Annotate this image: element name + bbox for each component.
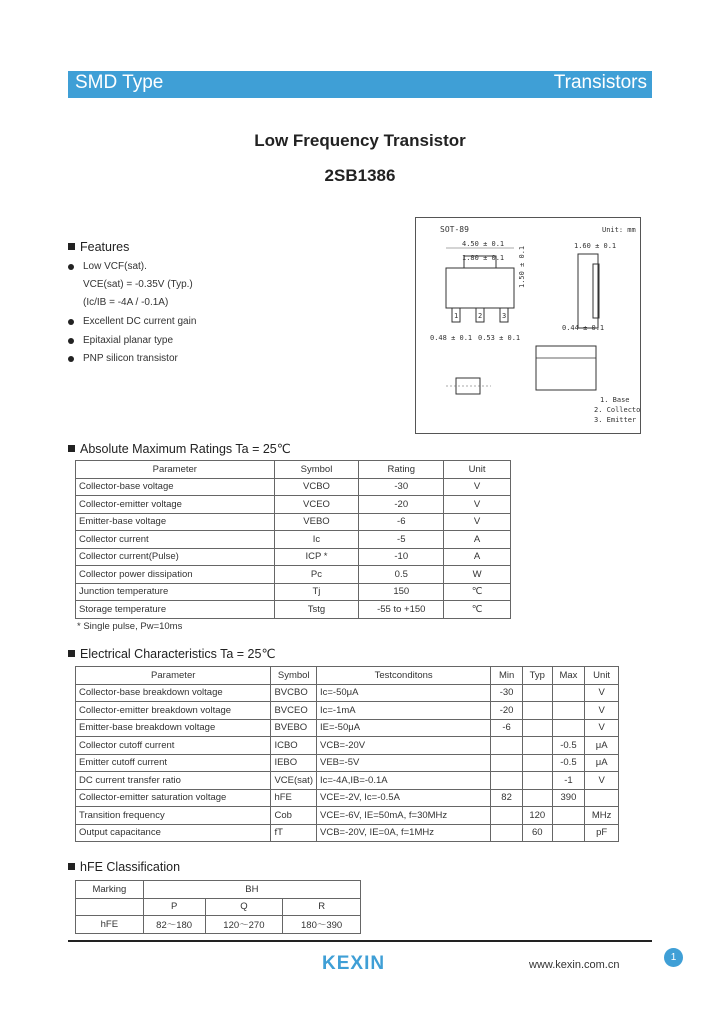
cell: Tj [274,583,359,601]
cell-empty [76,898,144,916]
table-row [76,824,619,842]
cell [491,772,523,790]
page-title: Low Frequency Transistor [254,131,466,150]
table-row [76,478,511,496]
cell: μA [585,737,619,755]
cell: Output capacitance [76,824,271,842]
cell [491,807,523,825]
table-row [76,684,619,702]
cell: 150 [359,583,444,601]
cell: -0.5 [552,754,585,772]
table-row [76,719,619,737]
cell: Transition frequency [76,807,271,825]
cell: Cob [271,807,317,825]
table-row [76,531,511,549]
package-unit: Unit: mm [602,226,636,234]
table-header-row [76,461,511,479]
cell [522,702,552,720]
cell: DC current transfer ratio [76,772,271,790]
pin-label: 3 [502,312,507,320]
table-header: Parameter [76,461,275,479]
bullet-icon [68,338,74,344]
cell: V [444,496,511,514]
pin-label: 1 [454,312,459,320]
cell: V [585,772,619,790]
table-header: Symbol [274,461,359,479]
package-side-view [578,254,598,328]
header-banner [68,71,652,98]
cell: BVEBO [271,719,317,737]
cell: ℃ [444,601,511,619]
cell: VCE=-2V, Ic=-0.5A [317,789,491,807]
cell [522,719,552,737]
cell: -5 [359,531,444,549]
feature-text: Excellent DC current gain [83,316,197,327]
package-drawing [415,217,641,434]
footer-rule [68,940,652,942]
cell: 390 [552,789,585,807]
cell: Collector-base voltage [76,478,275,496]
hfe-heading-text: hFE Classification [80,860,181,874]
brand-logo: KEXIN [322,953,386,974]
cell: BH [143,881,360,899]
cell: -10 [359,548,444,566]
cell: hFE [271,789,317,807]
bullet-icon [68,319,74,325]
section-square-icon [68,863,75,870]
pin-legend: 2. Collector [594,406,640,414]
table-row [76,566,511,584]
cell: μA [585,754,619,772]
cell: Pc [274,566,359,584]
cell: ℃ [444,583,511,601]
cell [491,737,523,755]
table-row [76,754,619,772]
table-header-row [76,667,619,685]
table-header: Max [552,667,585,685]
cell: -1 [552,772,585,790]
cell: Q [205,898,283,916]
cell: -6 [491,719,523,737]
dim-label: 0.48 ± 0.1 [430,334,473,342]
table-row [76,583,511,601]
package-name: SOT-89 [440,225,469,234]
section-square-icon [68,445,75,452]
cell: Marking [76,881,144,899]
cell: hFE [76,916,144,934]
cell: W [444,566,511,584]
cell: -55 to +150 [359,601,444,619]
table-row [76,898,361,916]
cell: VCE=-6V, IE=50mA, f=30MHz [317,807,491,825]
cell [522,737,552,755]
pin-legend: 3. Emitter [594,416,637,424]
section-square-icon [68,650,75,657]
table-row [76,737,619,755]
feature-text: Low VCF(sat). [83,261,147,272]
features-heading-text: Features [80,240,130,254]
cell: -30 [491,684,523,702]
cell: Collector current [76,531,275,549]
cell [552,684,585,702]
cell: Ic [274,531,359,549]
package-body [446,268,514,308]
table-header: Unit [444,461,511,479]
cell: R [283,898,361,916]
cell: Storage temperature [76,601,275,619]
ec-heading [68,646,275,661]
table-header: Symbol [271,667,317,685]
cell [552,719,585,737]
cell: A [444,548,511,566]
table-header: Unit [585,667,619,685]
cell: VCB=-20V, IE=0A, f=1MHz [317,824,491,842]
cell [522,789,552,807]
cell: 82 [491,789,523,807]
feature-text: PNP silicon transistor [83,353,178,364]
cell: A [444,531,511,549]
part-number: 2SB1386 [324,166,396,185]
cell: V [444,513,511,531]
cell: V [585,684,619,702]
cell: BVCEO [271,702,317,720]
cell: VEB=-5V [317,754,491,772]
cell: -6 [359,513,444,531]
cell [552,824,585,842]
cell [585,789,619,807]
cell: fT [271,824,317,842]
hfe-table [75,880,361,934]
cell: 82～180 [143,916,205,934]
cell: Ic=-1mA [317,702,491,720]
cell: -20 [359,496,444,514]
cell: Junction temperature [76,583,275,601]
cell: ICBO [271,737,317,755]
bullet-icon [68,356,74,362]
footer-url[interactable]: www.kexin.com.cn [529,959,620,971]
package-3d-view [536,346,596,390]
cell: Collector-emitter voltage [76,496,275,514]
cell: pF [585,824,619,842]
feature-text: VCE(sat) = -0.35V (Typ.) [83,279,193,290]
table-row [76,601,511,619]
pin-legend: 1. Base [600,396,630,404]
cell: VCB=-20V [317,737,491,755]
cell: Ic=-50μA [317,684,491,702]
cell: 120～270 [205,916,283,934]
section-square-icon [68,243,75,250]
cell: MHz [585,807,619,825]
cell: VEBO [274,513,359,531]
package-outline-drawing [416,218,640,433]
feature-text: (Ic/IB = -4A / -0.1A) [83,297,169,308]
table-row [76,496,511,514]
table-header: Parameter [76,667,271,685]
table-header: Min [491,667,523,685]
dim-label: 1.80 ± 0.1 [462,254,505,262]
ec-heading-text: Electrical Characteristics Ta = 25℃ [80,647,276,661]
dim-label: 1.50 ± 0.1 [518,245,526,288]
table-row [76,702,619,720]
cell: Emitter-base breakdown voltage [76,719,271,737]
cell: IE=-50μA [317,719,491,737]
cell [522,772,552,790]
page-number: 1 [664,948,683,967]
cell: Collector-base breakdown voltage [76,684,271,702]
cell [522,754,552,772]
cell [552,702,585,720]
cell: Tstg [274,601,359,619]
cell: Emitter cutoff current [76,754,271,772]
cell: P [143,898,205,916]
hfe-heading [68,860,180,874]
ec-table [75,666,619,842]
table-row [76,548,511,566]
cell [491,754,523,772]
cell: Emitter-base voltage [76,513,275,531]
cell: IEBO [271,754,317,772]
feature-text: Epitaxial planar type [83,335,174,346]
pin-label: 2 [478,312,483,320]
table-row [76,881,361,899]
cell: VCBO [274,478,359,496]
cell: -20 [491,702,523,720]
cell: V [585,719,619,737]
amr-heading-text: Absolute Maximum Ratings Ta = 25℃ [80,442,291,456]
amr-heading [68,441,291,456]
cell: Collector current(Pulse) [76,548,275,566]
dim-label: 4.50 ± 0.1 [462,240,505,248]
table-row [76,772,619,790]
amr-footnote: * Single pulse, Pw=10ms [77,621,183,632]
cell: 60 [522,824,552,842]
cell: 0.5 [359,566,444,584]
cell: Collector power dissipation [76,566,275,584]
bullet-icon [68,264,74,270]
cell: 180～390 [283,916,361,934]
amr-table [75,460,511,619]
cell: VCEO [274,496,359,514]
cell: Ic=-4A,IB=-0.1A [317,772,491,790]
cell: 120 [522,807,552,825]
table-row [76,916,361,934]
table-header: Testconditons [317,667,491,685]
cell: Collector cutoff current [76,737,271,755]
cell: Collector-emitter breakdown voltage [76,702,271,720]
cell: Collector-emitter saturation voltage [76,789,271,807]
dim-label: 1.60 ± 0.1 [574,242,617,250]
cell [552,807,585,825]
cell: VCE(sat) [271,772,317,790]
table-header: Rating [359,461,444,479]
cell: V [585,702,619,720]
cell: -30 [359,478,444,496]
table-row [76,789,619,807]
table-row [76,807,619,825]
cell [491,824,523,842]
table-row [76,513,511,531]
header-left: SMD Type [75,72,164,93]
cell: BVCBO [271,684,317,702]
header-right: Transistors [553,72,647,93]
cell: V [444,478,511,496]
dim-label: 0.53 ± 0.1 [478,334,521,342]
table-header: Typ [522,667,552,685]
dim-label: 0.44 ± 0.1 [562,324,605,332]
cell [522,684,552,702]
cell: ICP * [274,548,359,566]
features-heading [68,240,129,254]
cell: -0.5 [552,737,585,755]
